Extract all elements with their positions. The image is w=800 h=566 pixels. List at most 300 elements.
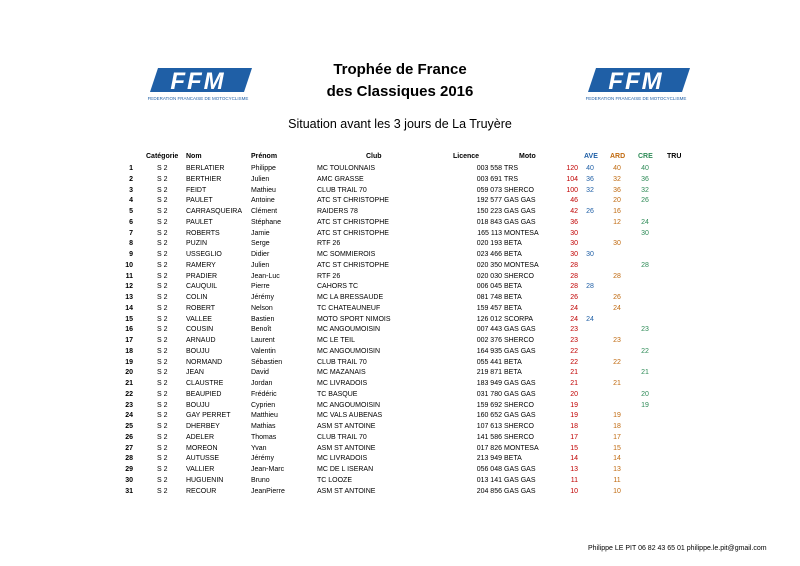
ard-points-cell: 28 (613, 272, 621, 280)
total-points-cell: 14 (570, 455, 578, 463)
moto-cell: BETA (504, 369, 522, 377)
table-row (0, 229, 800, 240)
ard-points-cell: 12 (613, 218, 621, 226)
club-cell: TC CHATEAUNEUF (317, 304, 381, 312)
moto-cell: GAS GAS (504, 390, 536, 398)
rank-cell: 13 (125, 294, 133, 301)
nom-cell: PAULET (186, 218, 213, 226)
club-cell: MC ANGOUMOISIN (317, 326, 381, 334)
cre-points-cell: 40 (641, 165, 649, 172)
nom-cell: HUGUENIN (186, 476, 224, 484)
moto-cell: GAS GAS (504, 218, 536, 226)
rank-cell: 28 (125, 455, 133, 463)
prenom-cell: Julien (251, 175, 270, 183)
moto-cell: BETA (504, 283, 522, 291)
prenom-cell: Bruno (251, 476, 270, 484)
title-line-1: Trophée de France (333, 61, 467, 78)
rank-cell: 1 (129, 165, 133, 172)
nom-cell: MOREON (186, 444, 218, 452)
rank-cell: 4 (129, 197, 133, 205)
total-points-cell: 100 (566, 186, 578, 194)
ard-points-cell: 13 (613, 466, 621, 473)
nom-cell: CARRASQUEIRA (186, 208, 243, 215)
table-row (0, 487, 800, 498)
licence-cell: 020 350 (476, 261, 502, 269)
cre-points-cell: 32 (641, 186, 649, 194)
licence-cell: 059 073 (476, 186, 502, 194)
rank-cell: 23 (125, 401, 133, 409)
category-cell: S 2 (157, 186, 168, 194)
club-cell: CLUB TRAIL 70 (317, 186, 367, 194)
cre-points-cell: 19 (641, 401, 649, 409)
rank-cell: 26 (125, 433, 133, 441)
licence-cell: 213 949 (476, 455, 502, 463)
rank-cell: 8 (129, 240, 133, 248)
rank-cell: 20 (125, 369, 133, 377)
rank-cell: 30 (125, 476, 133, 484)
prenom-cell: JeanPierre (251, 487, 285, 495)
total-points-cell: 11 (570, 476, 578, 484)
prenom-cell: Antoine (251, 197, 275, 205)
table-row (0, 422, 800, 433)
category-cell: S 2 (157, 197, 168, 205)
cre-points-cell: 24 (641, 218, 649, 226)
club-cell: MC DE L ISERAN (317, 466, 374, 473)
rank-cell: 16 (125, 326, 133, 334)
category-cell: S 2 (157, 487, 168, 495)
prenom-cell: Mathias (251, 423, 276, 430)
club-cell: MC LIVRADOIS (317, 455, 368, 463)
ard-points-cell: 40 (613, 165, 621, 172)
prenom-cell: Didier (251, 251, 270, 258)
total-points-cell: 42 (570, 208, 578, 215)
ard-points-cell: 21 (613, 380, 621, 387)
nom-cell: JEAN (186, 369, 204, 377)
prenom-cell: Yvan (251, 444, 267, 452)
moto-cell: GAS GAS (504, 380, 536, 387)
category-cell: S 2 (157, 347, 168, 355)
rank-cell: 3 (129, 186, 133, 194)
ard-points-cell: 24 (613, 304, 621, 312)
club-cell: MC VALS AUBENAS (317, 412, 383, 420)
licence-cell: 055 441 (476, 358, 502, 366)
header-licence: Licence (453, 153, 480, 160)
prenom-cell: Pierre (251, 283, 270, 291)
total-points-cell: 30 (570, 251, 578, 258)
total-points-cell: 120 (566, 165, 578, 172)
nom-cell: ADELER (186, 433, 215, 441)
nom-cell: BERTHIER (186, 175, 222, 183)
category-cell: S 2 (157, 412, 168, 420)
ffm-logo-tagline: FEDERATION FRANCAISE DE MOTOCYCLISME (585, 96, 687, 101)
moto-cell: SCORPA (504, 315, 534, 323)
club-cell: ASM ST ANTOINE (317, 444, 376, 452)
nom-cell: ROBERTS (186, 229, 220, 237)
moto-cell: MONTESA (504, 261, 539, 269)
category-cell: S 2 (157, 208, 168, 215)
prenom-cell: David (251, 369, 269, 377)
prenom-cell: Philippe (251, 165, 276, 172)
header-ard: ARD (610, 153, 626, 160)
header-club: Club (366, 153, 382, 160)
club-cell: MC MAZANAIS (317, 369, 366, 377)
ffm-logo-right (578, 62, 693, 104)
club-cell: MC LA BRESSAUDE (317, 294, 384, 301)
rank-cell: 18 (125, 347, 133, 355)
table-row (0, 218, 800, 229)
licence-cell: 219 871 (476, 369, 502, 377)
prenom-cell: Stéphane (251, 218, 281, 226)
table-row (0, 250, 800, 261)
total-points-cell: 19 (570, 412, 578, 420)
prenom-cell: Laurent (251, 337, 275, 344)
table-row (0, 207, 800, 218)
category-cell: S 2 (157, 433, 168, 441)
ard-points-cell: 10 (613, 487, 621, 495)
licence-cell: 126 012 (476, 315, 502, 323)
club-cell: ATC ST CHRISTOPHE (317, 218, 389, 226)
club-cell: TC LOOZE (317, 476, 353, 484)
ard-points-cell: 14 (613, 455, 621, 463)
prenom-cell: Matthieu (251, 412, 278, 420)
rank-cell: 7 (129, 229, 133, 237)
club-cell: ATC ST CHRISTOPHE (317, 229, 389, 237)
ard-points-cell: 18 (613, 423, 621, 430)
prenom-cell: Julien (251, 261, 270, 269)
licence-cell: 164 935 (476, 347, 502, 355)
rank-cell: 6 (129, 218, 133, 226)
category-cell: S 2 (157, 401, 168, 409)
cre-points-cell: 20 (641, 390, 649, 398)
header-cre: CRE (638, 153, 653, 160)
rank-cell: 25 (125, 423, 133, 430)
nom-cell: ARNAUD (186, 337, 216, 344)
ard-points-cell: 15 (613, 444, 621, 452)
subtitle: Situation avant les 3 jours de La Truyère (288, 117, 512, 131)
prenom-cell: Valentin (251, 347, 276, 355)
cre-points-cell: 30 (641, 229, 649, 237)
prenom-cell: Jordan (251, 380, 273, 387)
nom-cell: BOUJU (186, 401, 210, 409)
category-cell: S 2 (157, 218, 168, 226)
rank-cell: 11 (125, 272, 133, 280)
total-points-cell: 26 (570, 294, 578, 301)
moto-cell: GAS GAS (504, 476, 536, 484)
prenom-cell: Benoît (251, 326, 272, 334)
header-ave: AVE (584, 153, 598, 160)
total-points-cell: 17 (570, 433, 578, 441)
moto-cell: MONTESA (504, 229, 539, 237)
prenom-cell: Bastien (251, 315, 275, 323)
nom-cell: CAUQUIL (186, 283, 218, 291)
cre-points-cell: 22 (641, 347, 649, 355)
table-row (0, 261, 800, 272)
moto-cell: BETA (504, 294, 522, 301)
category-cell: S 2 (157, 380, 168, 387)
prenom-cell: Jean-Luc (251, 272, 280, 280)
table-row (0, 454, 800, 465)
rank-cell: 15 (125, 315, 133, 323)
ave-points-cell: 40 (586, 165, 594, 172)
category-cell: S 2 (157, 423, 168, 430)
total-points-cell: 22 (570, 347, 578, 355)
licence-cell: 006 045 (476, 283, 502, 291)
rank-cell: 27 (125, 444, 133, 452)
table-row (0, 379, 800, 390)
licence-cell: 081 748 (476, 294, 502, 301)
category-cell: S 2 (157, 165, 168, 172)
table-row (0, 347, 800, 358)
total-points-cell: 19 (570, 401, 578, 409)
table-row (0, 293, 800, 304)
moto-cell: GAS GAS (504, 466, 536, 473)
prenom-cell: Jamie (251, 229, 270, 237)
total-points-cell: 10 (570, 487, 578, 495)
licence-cell: 056 048 (476, 466, 502, 473)
ave-points-cell: 24 (586, 315, 594, 323)
club-cell: CAHORS TC (317, 283, 359, 291)
licence-cell: 192 577 (476, 197, 502, 205)
moto-cell: SHERCO (504, 186, 534, 194)
rank-cell: 9 (129, 251, 133, 258)
ave-points-cell: 28 (586, 283, 594, 291)
moto-cell: GAS GAS (504, 347, 536, 355)
ffm-logo-text: FFM (608, 68, 664, 95)
category-cell: S 2 (157, 261, 168, 269)
licence-cell: 003 558 (476, 165, 502, 172)
total-points-cell: 21 (570, 369, 578, 377)
licence-cell: 020 030 (476, 272, 502, 280)
prenom-cell: Mathieu (251, 186, 276, 194)
category-cell: S 2 (157, 272, 168, 280)
category-cell: S 2 (157, 294, 168, 301)
licence-cell: 023 466 (476, 251, 502, 258)
ave-points-cell: 36 (586, 175, 594, 183)
category-cell: S 2 (157, 390, 168, 398)
rank-cell: 19 (125, 358, 133, 366)
moto-cell: SHERCO (504, 423, 534, 430)
table-row (0, 282, 800, 293)
nom-cell: BEAUPIED (186, 390, 222, 398)
club-cell: ASM ST ANTOINE (317, 487, 376, 495)
table-row (0, 368, 800, 379)
ard-points-cell: 19 (613, 412, 621, 420)
prenom-cell: Jean-Marc (251, 466, 285, 473)
licence-cell: 183 949 (476, 380, 502, 387)
club-cell: MC LIVRADOIS (317, 380, 368, 387)
nom-cell: PUZIN (186, 240, 207, 248)
rank-cell: 14 (125, 304, 133, 312)
total-points-cell: 18 (570, 423, 578, 430)
prenom-cell: Serge (251, 240, 270, 248)
club-cell: RAIDERS 78 (317, 208, 358, 215)
club-cell: MC LE TEIL (317, 337, 355, 344)
prenom-cell: Sébastien (251, 358, 283, 366)
category-cell: S 2 (157, 251, 168, 258)
nom-cell: RAMERY (186, 261, 216, 269)
moto-cell: BETA (504, 240, 522, 248)
category-cell: S 2 (157, 175, 168, 183)
licence-cell: 031 780 (476, 390, 502, 398)
rank-cell: 21 (125, 380, 133, 387)
table-row (0, 336, 800, 347)
rank-cell: 12 (125, 283, 133, 291)
licence-cell: 007 443 (476, 326, 502, 334)
ard-points-cell: 36 (613, 186, 621, 194)
moto-cell: BETA (504, 358, 522, 366)
moto-cell: BETA (504, 455, 522, 463)
total-points-cell: 13 (570, 466, 578, 473)
prenom-cell: Clément (251, 208, 278, 215)
ard-points-cell: 20 (613, 197, 621, 205)
licence-cell: 003 691 (476, 175, 502, 183)
rank-cell: 5 (129, 208, 133, 215)
prenom-cell: Jérémy (251, 294, 274, 301)
table-row (0, 186, 800, 197)
total-points-cell: 21 (570, 380, 578, 387)
ard-points-cell: 30 (613, 240, 621, 248)
table-row (0, 272, 800, 283)
nom-cell: PAULET (186, 197, 213, 205)
licence-cell: 165 113 (477, 229, 502, 237)
nom-cell: CLAUSTRE (186, 380, 224, 387)
cre-points-cell: 21 (641, 369, 649, 377)
moto-cell: MONTESA (504, 444, 539, 452)
moto-cell: GAS GAS (504, 208, 536, 215)
licence-cell: 107 613 (476, 423, 502, 430)
licence-cell: 013 141 (476, 476, 502, 484)
table-row (0, 411, 800, 422)
licence-cell: 141 586 (476, 433, 502, 441)
moto-cell: GAS GAS (504, 197, 536, 205)
cre-points-cell: 28 (641, 261, 649, 269)
licence-cell: 204 856 (476, 487, 502, 495)
nom-cell: PRADIER (186, 272, 218, 280)
licence-cell: 002 376 (476, 337, 502, 344)
total-points-cell: 46 (570, 197, 578, 205)
moto-cell: SHERCO (504, 433, 534, 441)
moto-cell: SHERCO (504, 337, 534, 344)
header-categorie: Catégorie (146, 153, 179, 160)
table-row (0, 325, 800, 336)
club-cell: ATC ST CHRISTOPHE (317, 197, 389, 205)
moto-cell: GAS GAS (504, 487, 536, 495)
total-points-cell: 23 (570, 337, 578, 344)
table-row (0, 476, 800, 487)
rank-cell: 10 (125, 261, 133, 269)
total-points-cell: 23 (570, 326, 578, 334)
moto-cell: BETA (504, 251, 522, 258)
table-row (0, 433, 800, 444)
table-row (0, 390, 800, 401)
club-cell: ASM ST ANTOINE (317, 423, 376, 430)
club-cell: TC BASQUE (317, 390, 358, 398)
footer-contact: Philippe LE PIT 06 82 43 65 01 philippe.le.pit@gmail.com (588, 545, 767, 552)
prenom-cell: Thomas (251, 433, 277, 441)
rank-cell: 24 (125, 412, 133, 420)
category-cell: S 2 (157, 455, 168, 463)
nom-cell: BERLATIER (186, 165, 225, 172)
category-cell: S 2 (157, 315, 168, 323)
category-cell: S 2 (157, 466, 168, 473)
rank-cell: 17 (125, 337, 133, 344)
club-cell: MC ANGOUMOISIN (317, 347, 381, 355)
nom-cell: BOUJU (186, 347, 210, 355)
total-points-cell: 28 (570, 261, 578, 269)
table-row (0, 304, 800, 315)
licence-cell: 150 223 (476, 208, 502, 215)
total-points-cell: 36 (570, 218, 578, 226)
cre-points-cell: 26 (641, 197, 649, 205)
moto-cell: TRS (504, 175, 518, 183)
header-prenom: Prénom (251, 153, 278, 160)
title-line-2: des Classiques 2016 (326, 83, 474, 100)
category-cell: S 2 (157, 304, 168, 312)
nom-cell: NORMAND (186, 358, 223, 366)
club-cell: AMC GRASSE (317, 175, 364, 183)
prenom-cell: Jérémy (251, 455, 274, 463)
nom-cell: FEIDT (186, 186, 207, 194)
table-row (0, 175, 800, 186)
nom-cell: COUSIN (186, 326, 214, 334)
rank-cell: 2 (129, 175, 133, 183)
licence-cell: 160 652 (476, 412, 502, 420)
licence-cell: 017 826 (476, 444, 502, 452)
licence-cell: 159 457 (476, 304, 502, 312)
header-moto: Moto (519, 153, 536, 160)
club-cell: CLUB TRAIL 70 (317, 358, 367, 366)
total-points-cell: 28 (570, 272, 578, 280)
licence-cell: 020 193 (476, 240, 502, 248)
table-row (0, 358, 800, 369)
ave-points-cell: 32 (586, 186, 594, 194)
table-row (0, 196, 800, 207)
licence-cell: 018 843 (476, 218, 502, 226)
category-cell: S 2 (157, 337, 168, 344)
club-cell: RTF 26 (317, 272, 341, 280)
nom-cell: VALLIER (186, 466, 215, 473)
ave-points-cell: 30 (586, 251, 594, 258)
nom-cell: COLIN (186, 294, 208, 301)
club-cell: ATC ST CHRISTOPHE (317, 261, 389, 269)
rank-cell: 31 (125, 487, 133, 495)
club-cell: MC ANGOUMOISIN (317, 401, 381, 409)
table-row (0, 444, 800, 455)
table-row (0, 164, 800, 175)
moto-cell: GAS GAS (504, 412, 536, 420)
prenom-cell: Frédéric (251, 390, 277, 398)
table-row (0, 315, 800, 326)
nom-cell: DHERBEY (186, 423, 220, 430)
ard-points-cell: 26 (613, 294, 621, 301)
table-row (0, 401, 800, 412)
category-cell: S 2 (157, 283, 168, 291)
total-points-cell: 104 (566, 175, 578, 183)
nom-cell: RECOUR (186, 487, 217, 495)
ffm-logo-tagline: FEDERATION FRANCAISE DE MOTOCYCLISME (147, 96, 249, 101)
licence-cell: 159 692 (476, 401, 502, 409)
prenom-cell: Cyprien (251, 401, 276, 409)
ffm-logo-left (140, 62, 255, 104)
category-cell: S 2 (157, 229, 168, 237)
club-cell: CLUB TRAIL 70 (317, 433, 367, 441)
moto-cell: BETA (504, 304, 522, 312)
club-cell: MC SOMMIEROIS (317, 251, 376, 258)
ave-points-cell: 26 (586, 208, 594, 215)
header-tru: TRU (667, 153, 682, 160)
ard-points-cell: 32 (613, 175, 621, 183)
category-cell: S 2 (157, 444, 168, 452)
